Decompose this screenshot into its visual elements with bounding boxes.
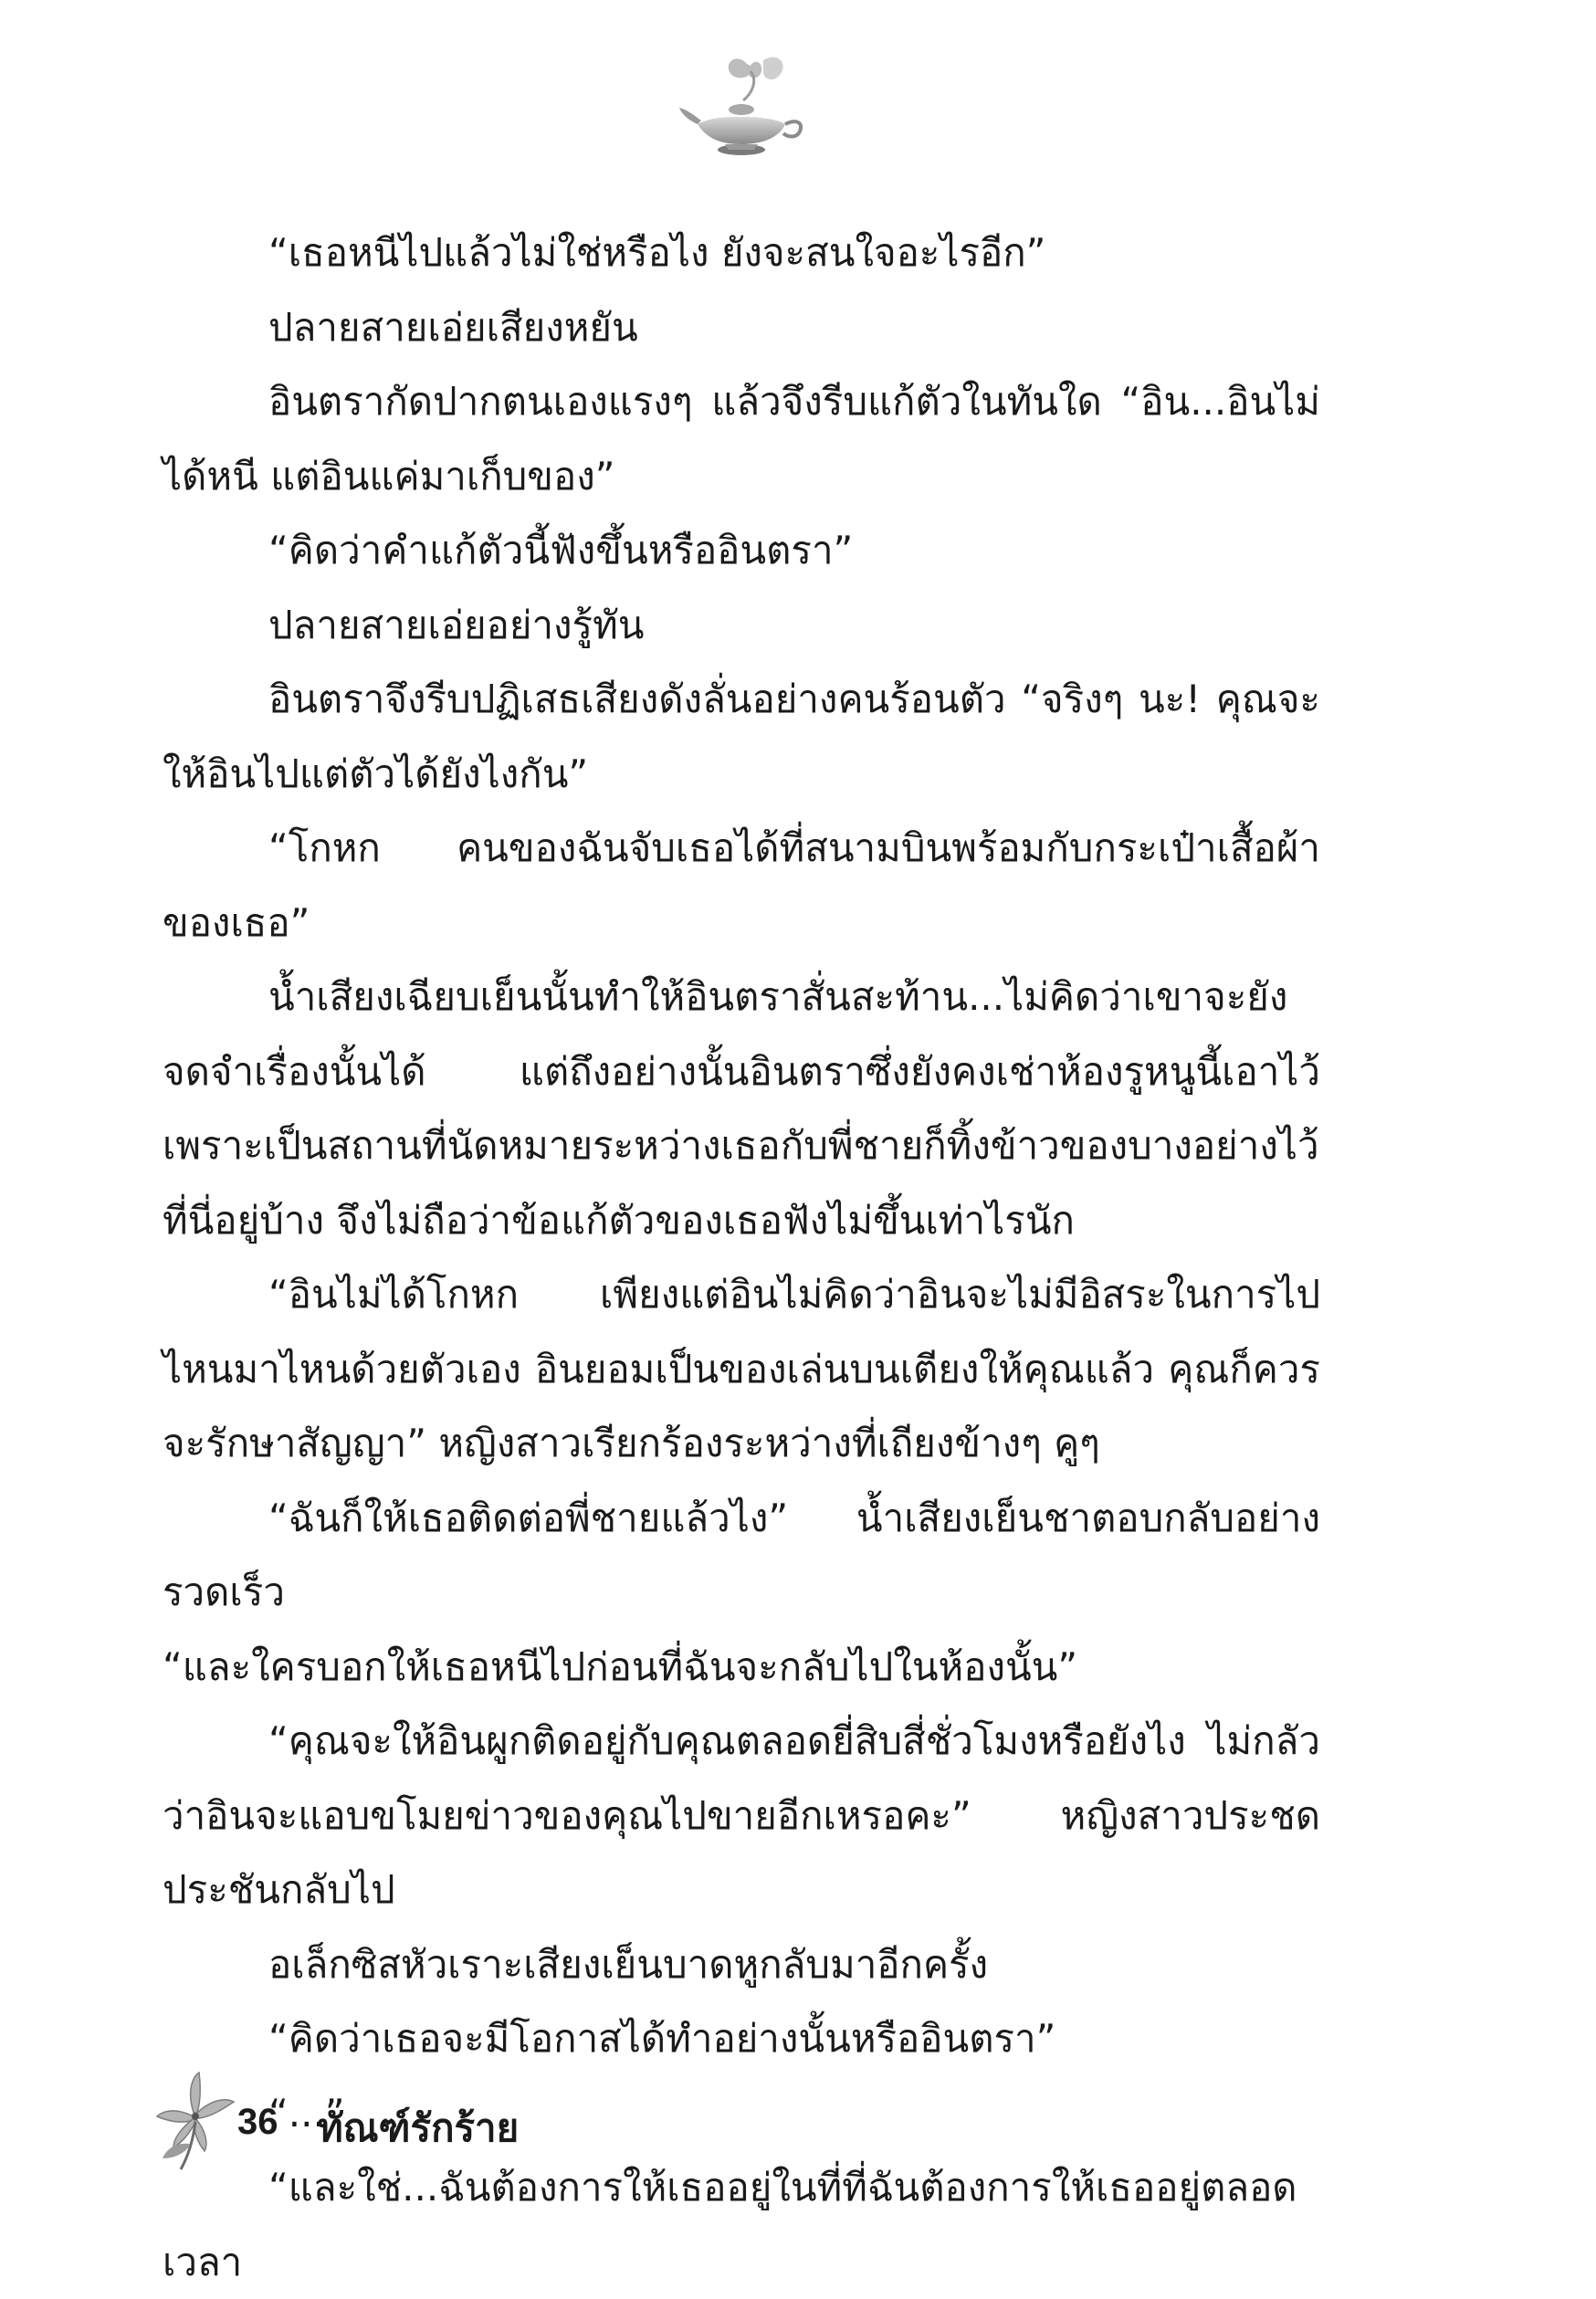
lily-flower-icon [153, 2071, 236, 2171]
paragraph: อินตราจึงรีบปฏิเสธเสียงดังลั่นอย่างคนร้อนตัว “จริงๆ นะ! คุณจะให้อินไปแต่ตัวได้ยังไงกัน” [163, 677, 1320, 796]
body-text [163, 215, 1320, 2299]
paragraph: “และใครบอกให้เธอหนีไปก่อนที่ฉันจะกลับไปในห้องนั้น” [163, 1643, 1078, 1689]
page-footer [153, 2071, 701, 2171]
paragraph: “และใช่...ฉันต้องการให้เธออยู่ในที่ที่ฉันต้องการให้เธออยู่ตลอดเวลา [163, 2165, 1297, 2284]
paragraph: น้ำเสียงเฉียบเย็นนั้นทำให้อินตราสั่นสะท้าน...ไม่คิดว่าเขาจะยังจดจำเรื่องนั้นได้ แต่ถึงอย่างนั้นอินตราซึ่งยังคงเช่าห้องรูหนูนี้เอาไว้ เพราะเป็นสถานที่นัดหมายระหว่างเธอกับพี่ชายก็ทิ้งข้าวของบางอย่างไว้ที่นี่อยู่บ้าง จึงไม่ถือว่าข้อแก้ตัวของเธอฟังไม่ขึ้นเท่าไรนัก [163, 974, 1320, 1243]
paragraph: ปลายสายเอ่ยเสียงหยัน [268, 304, 638, 350]
paragraph: อเล็กซิสหัวเราะเสียงเย็นบาดหูกลับมาอีกครั้ง [268, 1941, 989, 1987]
page-number: 36 [237, 2102, 278, 2142]
paragraph: “ฉันก็ให้เธอติดต่อพี่ชายแล้วไง” น้ำเสียงเย็นชาตอบกลับอย่างรวดเร็ว [163, 1495, 1320, 1614]
paragraph: “คุณจะให้อินผูกติดอยู่กับคุณตลอดยี่สิบสี่ชั่วโมงหรือยังไง ไม่กลัวว่าอินจะแอบขโมยข่าวของคุณไปขายอีกเหรอคะ” หญิงสาวประชดประชันกลับไป [163, 1718, 1320, 1912]
paragraph: “...” [268, 2090, 345, 2136]
paragraph: “อินไม่ได้โกหก เพียงแต่อินไม่คิดว่าอินจะไม่มีอิสระในการไปไหนมาไหนด้วยตัวเอง อินยอมเป็นของเล่นบนเตียงให้คุณแล้ว คุณก็ควรจะรักษาสัญญา” หญิงสาวเรียกร้องระหว่างที่เถียงข้างๆ คูๆ [163, 1272, 1320, 1465]
paragraph: “เธอหนีไปแล้วไม่ใช่หรือไง ยังจะสนใจอะไรอีก” [268, 230, 1046, 275]
genie-lamp-icon [676, 53, 813, 163]
paragraph: “คิดว่าเธอจะมีโอกาสได้ทำอย่างนั้นหรืออินตรา” [268, 2016, 1056, 2061]
paragraph: ปลายสายเอ่ยอย่างรู้ทัน [268, 602, 645, 647]
paragraph: อินตรากัดปากตนเองแรงๆ แล้วจึงรีบแก้ตัวในทันใด “อิน...อินไม่ได้หนี แต่อินแค่มาเก็บของ” [163, 379, 1320, 499]
book-title: ทัณฑ์รักร้าย [318, 2105, 520, 2150]
paragraph: “โกหก คนของฉันจับเธอได้ที่สนามบินพร้อมกับกระเป๋าเสื้อผ้าของเธอ” [163, 825, 1320, 945]
paragraph: “คิดว่าคำแก้ตัวนี้ฟังขึ้นหรืออินตรา” [268, 528, 854, 572]
